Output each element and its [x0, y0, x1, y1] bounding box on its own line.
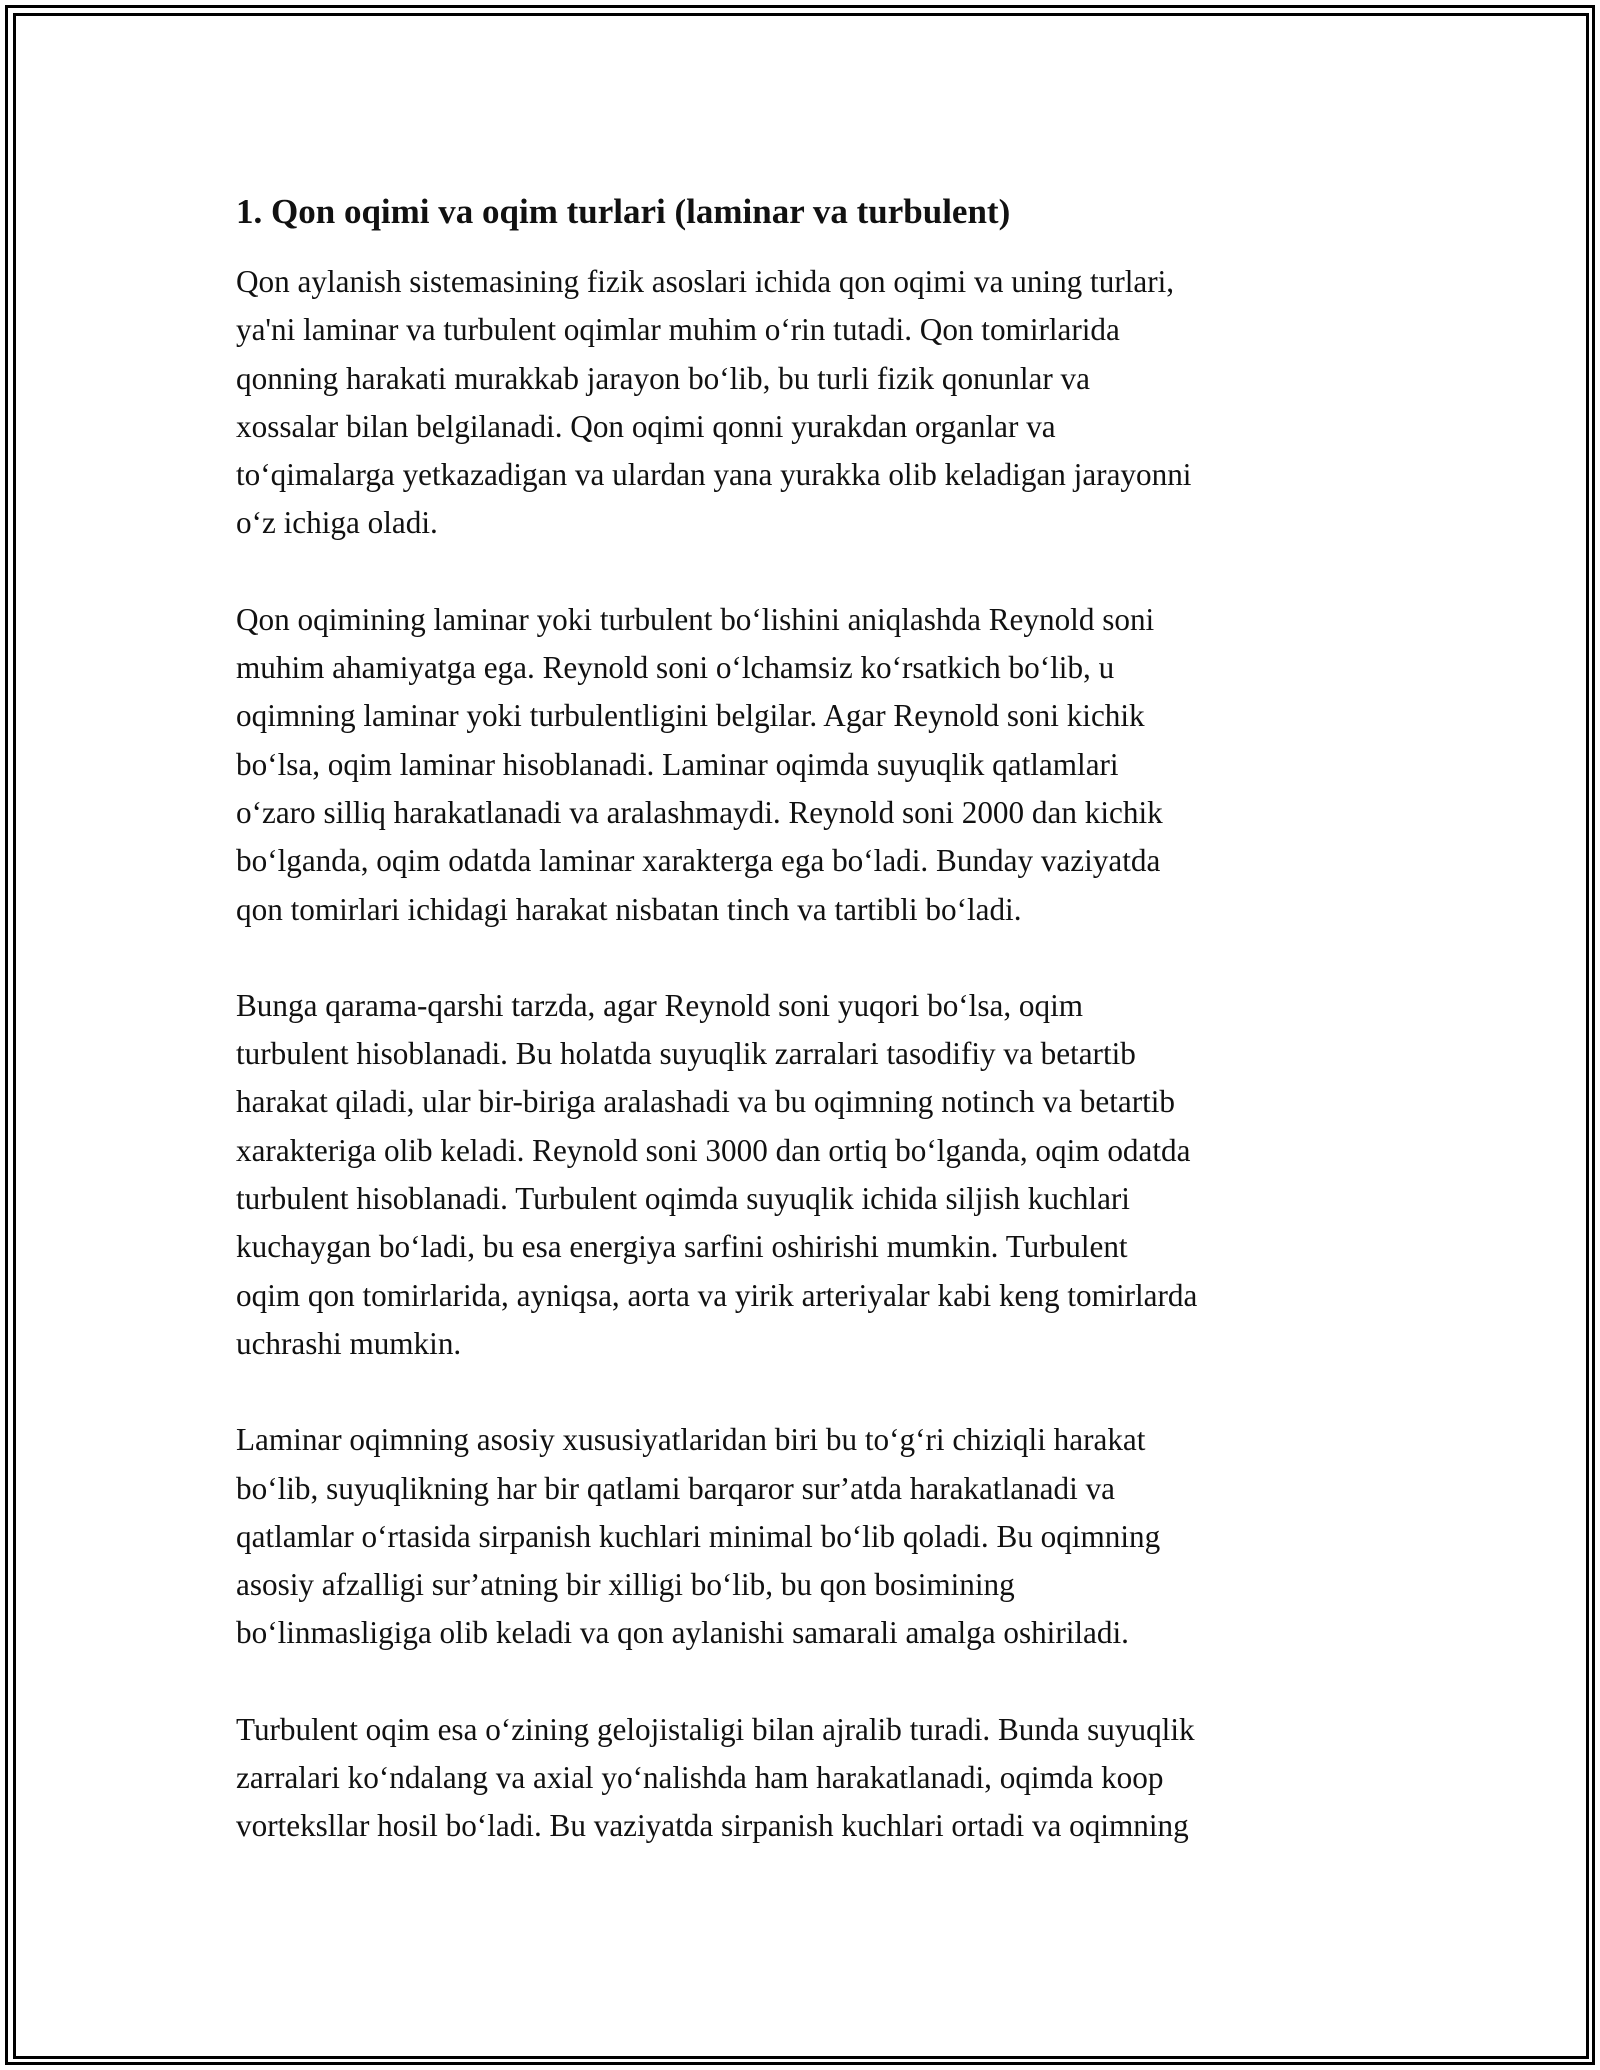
- text-line: xossalar bilan belgilanadi. Qon oqimi qonni yurakdan organlar va: [236, 408, 1056, 444]
- text-line: Bunga qarama-qarshi tarzda, agar Reynold soni yuqori boʻlsa, oqim: [236, 987, 1084, 1023]
- text-line: turbulent hisoblanadi. Bu holatda suyuqlik zarralari tasodifiy va betartib: [236, 1036, 1136, 1072]
- text-line: boʻlsa, oqim laminar hisoblanadi. Laminar oqimda suyuqlik qatlamlari: [236, 746, 1119, 782]
- text-line: oqim qon tomirlarida, ayniqsa, aorta va yirik arteriyalar kabi keng tomirlarda: [236, 1277, 1198, 1313]
- text-line: uchrashi mumkin.: [236, 1325, 462, 1361]
- text-line: asosiy afzalligi surʼatning bir xilligi boʻlib, bu qon bosimining: [236, 1567, 1015, 1603]
- text-line: ya'ni laminar va turbulent oqimlar muhim oʻrin tutadi. Qon tomirlarida: [236, 312, 1120, 348]
- paragraph-1: [236, 258, 1376, 548]
- text-line: zarralari koʻndalang va axial yoʻnalishda ham harakatlanadi, oqimda koop: [236, 1760, 1164, 1796]
- text-line: Qon oqimining laminar yoki turbulent boʻlishini aniqlashda Reynold soni: [236, 601, 1155, 637]
- text-line: vorteksllar hosil boʻladi. Bu vaziyatda sirpanish kuchlari ortadi va oqimning: [236, 1808, 1189, 1844]
- text-line: qonning harakati murakkab jarayon boʻlib, bu turli fizik qonunlar va: [236, 360, 1090, 396]
- document-body: [236, 188, 1376, 1899]
- text-line: boʻlganda, oqim odatda laminar xarakterga ega boʻladi. Bunday vaziyatda: [236, 843, 1161, 879]
- text-line: oqimning laminar yoki turbulentligini belgilar. Agar Reynold soni kichik: [236, 698, 1145, 734]
- paragraph-2: [236, 596, 1376, 934]
- text-line: Qon aylanish sistemasining fizik asoslari ichida qon oqimi va uning turlari,: [236, 264, 1175, 299]
- text-line: turbulent hisoblanadi. Turbulent oqimda suyuqlik ichida siljish kuchlari: [236, 1181, 1130, 1217]
- text-line: boʻlinmasligiga olib keladi va qon aylanishi samarali amalga oshiriladi.: [236, 1615, 1129, 1651]
- text-line: Turbulent oqim esa oʻzining gelojistaligi bilan ajralib turadi. Bunda suyuqlik: [236, 1711, 1195, 1747]
- paragraph-4: [236, 1416, 1376, 1657]
- text-line: kuchaygan boʻladi, bu esa energiya sarfini oshirishi mumkin. Turbulent: [236, 1229, 1128, 1265]
- section-heading: 1. Qon oqimi va oqim turlari (laminar va turbulent): [236, 192, 1011, 231]
- text-line: toʻqimalarga yetkazadigan va ulardan yana yurakka olib keladigan jarayonni: [236, 457, 1192, 493]
- text-line: oʻz ichiga oladi.: [236, 505, 438, 541]
- text-line: qatlamlar oʻrtasida sirpanish kuchlari minimal boʻlib qoladi. Bu oqimning: [236, 1518, 1161, 1554]
- text-line: harakat qiladi, ular bir-biriga aralashadi va bu oqimning notinch va betartib: [236, 1084, 1176, 1120]
- text-line: oʻzaro silliq harakatlanadi va aralashmaydi. Reynold soni 2000 dan kichik: [236, 794, 1163, 830]
- paragraph-5: [236, 1706, 1376, 1851]
- text-line: Laminar oqimning asosiy xususiyatlaridan biri bu toʻgʻri chiziqli harakat: [236, 1422, 1146, 1458]
- text-line: xarakteriga olib keladi. Reynold soni 3000 dan ortiq boʻlganda, oqim odatda: [236, 1132, 1191, 1168]
- text-line: qon tomirlari ichidagi harakat nisbatan tinch va tartibli boʻladi.: [236, 891, 1022, 927]
- paragraph-3: [236, 982, 1376, 1368]
- text-line: boʻlib, suyuqlikning har bir qatlami barqaror surʼatda harakatlanadi va: [236, 1470, 1116, 1506]
- text-line: muhim ahamiyatga ega. Reynold soni oʻlchamsiz koʻrsatkich boʻlib, u: [236, 650, 1115, 686]
